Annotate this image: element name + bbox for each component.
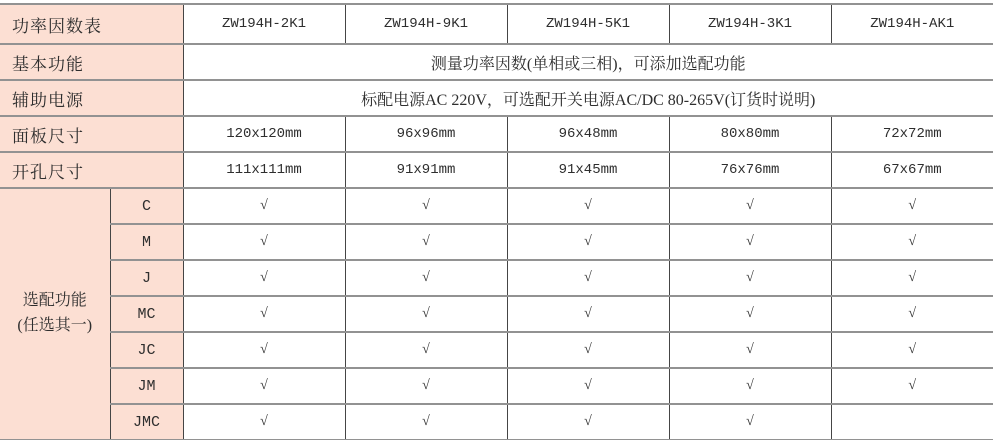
- check-cell: √: [831, 368, 993, 404]
- check-cell: √: [669, 188, 831, 224]
- cutout-size-label: 开孔尺寸: [0, 152, 183, 188]
- check-cell: √: [669, 224, 831, 260]
- options-group-label: [0, 188, 110, 440]
- check-cell: √: [183, 332, 345, 368]
- option-code: J: [110, 260, 183, 296]
- check-cell: √: [345, 332, 507, 368]
- options-group-line1: 选配功能: [22, 292, 87, 310]
- options-group-line2: (任选其一): [17, 317, 93, 334]
- check-cell: √: [507, 188, 669, 224]
- check-cell: √: [507, 260, 669, 296]
- panel-size-cell: 80x80mm: [669, 116, 831, 152]
- check-cell: √: [183, 224, 345, 260]
- cutout-size-row: [0, 152, 993, 188]
- check-cell: √: [507, 224, 669, 260]
- panel-size-cell: 96x48mm: [507, 116, 669, 152]
- option-code: M: [110, 224, 183, 260]
- check-cell: √: [507, 296, 669, 332]
- model-cell: ZW194H-3K1: [669, 4, 831, 44]
- panel-size-cell: 72x72mm: [831, 116, 993, 152]
- check-cell: √: [669, 368, 831, 404]
- check-cell: √: [345, 260, 507, 296]
- option-row: [0, 224, 993, 260]
- model-cell: ZW194H-2K1: [183, 4, 345, 44]
- option-row: [0, 404, 993, 440]
- panel-size-cell: 120x120mm: [183, 116, 345, 152]
- check-cell: √: [183, 260, 345, 296]
- check-cell: √: [507, 368, 669, 404]
- option-row: [0, 260, 993, 296]
- spec-table: [0, 3, 993, 440]
- option-code: JC: [110, 332, 183, 368]
- check-cell: √: [831, 260, 993, 296]
- check-cell: √: [507, 332, 669, 368]
- basic-function-value: 测量功率因数(单相或三相)，可添加选配功能: [183, 44, 993, 80]
- aux-power-value: 标配电源AC 220V，可选配开关电源AC/DC 80-265V(订货时说明): [183, 80, 993, 116]
- cutout-size-cell: 67x67mm: [831, 152, 993, 188]
- check-cell: √: [345, 404, 507, 440]
- check-cell: √: [507, 404, 669, 440]
- panel-size-label: 面板尺寸: [0, 116, 183, 152]
- cutout-size-cell: 91x45mm: [507, 152, 669, 188]
- check-cell: √: [831, 224, 993, 260]
- option-row: [0, 296, 993, 332]
- cutout-size-cell: 91x91mm: [345, 152, 507, 188]
- panel-size-cell: 96x96mm: [345, 116, 507, 152]
- aux-power-row: [0, 80, 993, 116]
- check-cell: √: [669, 260, 831, 296]
- cutout-size-cell: 111x111mm: [183, 152, 345, 188]
- check-cell: √: [831, 188, 993, 224]
- check-cell: √: [183, 404, 345, 440]
- option-code: MC: [110, 296, 183, 332]
- check-cell: √: [345, 368, 507, 404]
- check-cell: √: [345, 188, 507, 224]
- header-row: [0, 4, 993, 44]
- check-cell: √: [183, 296, 345, 332]
- option-code: JMC: [110, 404, 183, 440]
- check-cell: √: [183, 188, 345, 224]
- model-cell: ZW194H-9K1: [345, 4, 507, 44]
- check-cell: √: [669, 332, 831, 368]
- option-code: JM: [110, 368, 183, 404]
- check-cell: [831, 404, 993, 440]
- basic-function-row: [0, 44, 993, 80]
- check-cell: √: [669, 404, 831, 440]
- basic-function-label: 基本功能: [0, 44, 183, 80]
- model-cell: ZW194H-5K1: [507, 4, 669, 44]
- check-cell: √: [669, 296, 831, 332]
- option-row: [0, 188, 993, 224]
- cutout-size-cell: 76x76mm: [669, 152, 831, 188]
- option-row: [0, 368, 993, 404]
- option-row: [0, 332, 993, 368]
- aux-power-label: 辅助电源: [0, 80, 183, 116]
- panel-size-row: [0, 116, 993, 152]
- model-cell: ZW194H-AK1: [831, 4, 993, 44]
- check-cell: √: [345, 296, 507, 332]
- option-code: C: [110, 188, 183, 224]
- check-cell: √: [345, 224, 507, 260]
- product-label-cell: 功率因数表: [0, 4, 183, 44]
- check-cell: √: [183, 368, 345, 404]
- check-cell: √: [831, 332, 993, 368]
- check-cell: √: [831, 296, 993, 332]
